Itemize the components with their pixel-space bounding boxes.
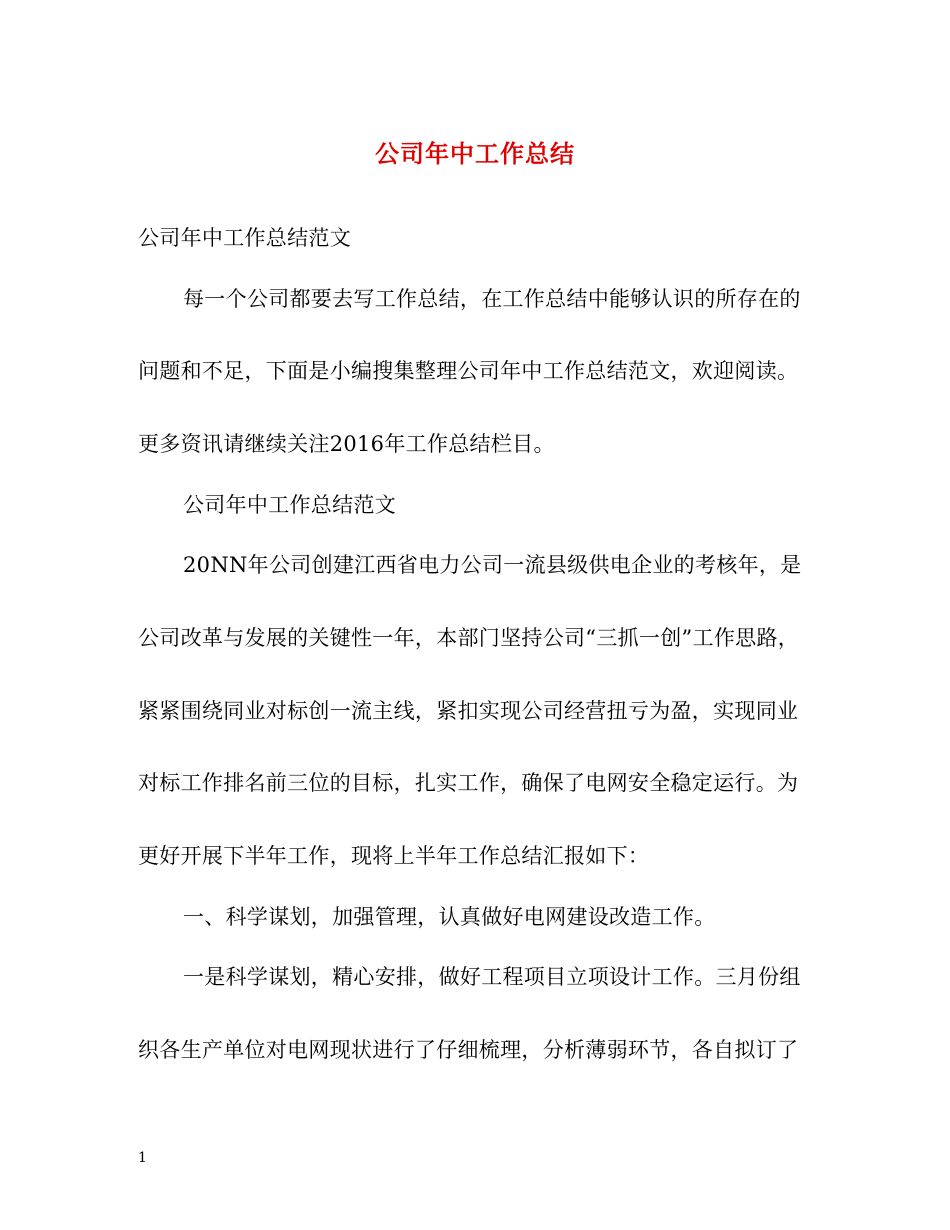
page-number: 1 bbox=[138, 1150, 147, 1166]
paragraph-line: 公司改革与发展的关键性一年，本部门坚持公司“三抓一创”工作思路， bbox=[138, 626, 800, 650]
paragraph-line: 对标工作排名前三位的目标，扎实工作，确保了电网安全稳定运行。为 bbox=[138, 771, 799, 795]
paragraph-line: 紧紧围绕同业对标创一流主线，紧扣实现公司经营扭亏为盈，实现同业 bbox=[138, 699, 799, 723]
paragraph-line: 20NN年公司创建江西省电力公司一流县级供电企业的考核年，是 bbox=[183, 553, 802, 577]
paragraph-line: 织各生产单位对电网现状进行了仔细梳理，分析薄弱环节，各自拟订了 bbox=[138, 1038, 799, 1062]
paragraph-line: 更好开展下半年工作，现将上半年工作总结汇报如下： bbox=[138, 844, 650, 868]
paragraph-line: 更多资讯请继续关注2016年工作总结栏目。 bbox=[138, 432, 555, 456]
section-heading: 公司年中工作总结范文 bbox=[183, 493, 396, 517]
paragraph-line: 问题和不足，下面是小编搜集整理公司年中工作总结范文，欢迎阅读。 bbox=[138, 359, 799, 383]
paragraph-line: 一是科学谋划，精心安排，做好工程项目立项设计工作。三月份组 bbox=[183, 965, 801, 989]
paragraph-line: 每一个公司都要去写工作总结，在工作总结中能够认识的所存在的 bbox=[183, 287, 801, 311]
document-title: 公司年中工作总结 bbox=[375, 139, 575, 168]
section-heading: 一、科学谋划，加强管理，认真做好电网建设改造工作。 bbox=[183, 905, 716, 929]
document-subtitle: 公司年中工作总结范文 bbox=[138, 226, 351, 250]
